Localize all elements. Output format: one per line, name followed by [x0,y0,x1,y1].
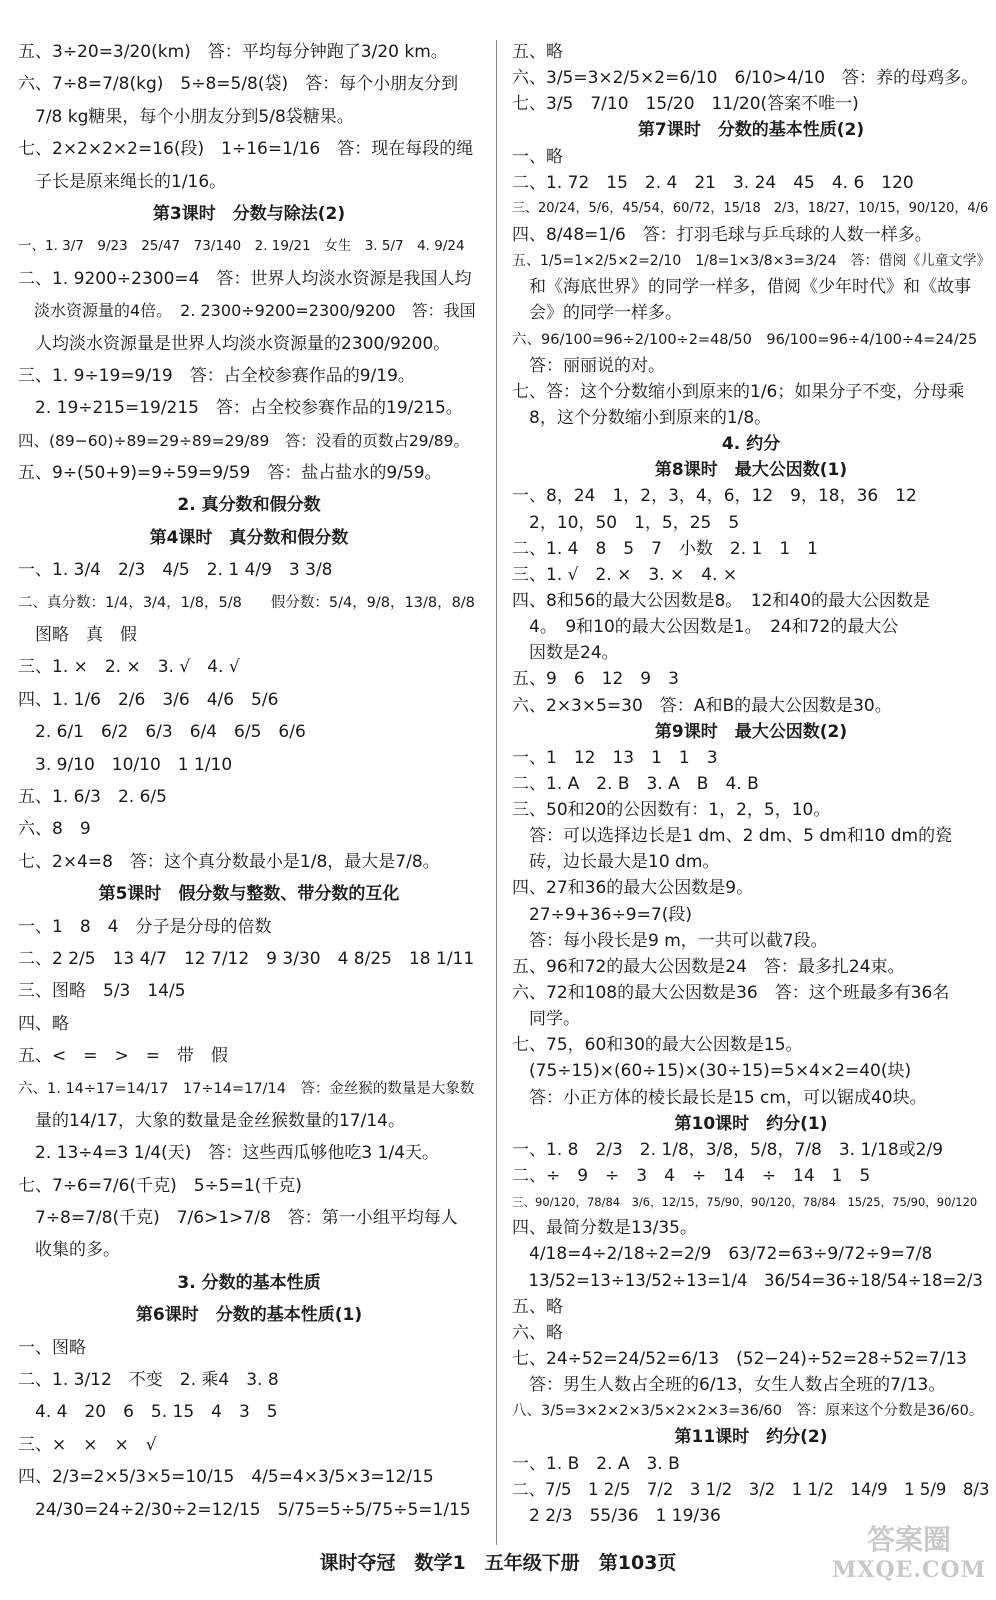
answer-line: 图略 真 假 [18,625,137,646]
answer-line: 一、略 [512,146,563,167]
answer-line: 二、1. 9200÷2300=4 答：世界人均淡水资源是我国人均 [18,268,472,289]
answer-line: 答：可以选择边长是1 dm、2 dm、5 dm和10 dm的瓷 [512,826,953,847]
answer-line: 六、3/5=3×2/5×2=6/10 6/10>4/10 答：养的母鸡多。 [512,68,979,89]
lesson-heading: 第9课时 最大公因数(2) [654,721,848,742]
answer-line: 答：小正方体的棱长最长是15 cm，可以锯成40块。 [512,1087,927,1108]
answer-line: 五、9 6 12 9 3 [512,669,679,690]
lesson-heading: 第11课时 约分(2) [674,1427,828,1448]
answer-line: 五、1/5=1×2/5×2=2/10 1/8=1×3/8×3=3/24 答：借阅《儿童文学》 [512,253,991,270]
answer-line: 3. 9/10 10/10 1 1/10 [18,754,233,775]
answer-line: 四、8和56的最大公因数是8。 12和40的最大公因数是 [512,590,931,611]
answer-line: 五、3÷20=3/20(km) 答：平均每分钟跑了3/20 km。 [18,42,448,62]
answer-line: 人均淡水资源量是世界人均淡水资源量的2300/9200。 [18,333,451,354]
answer-line: 13/52=13÷13/52÷13=1/4 36/54=36÷18/54÷18=2/3 [512,1270,983,1290]
answer-line: 七、3/5 7/10 15/20 11/20(答案不唯一) [512,94,859,115]
answer-line: 和《海底世界》的同学一样多，借阅《少年时代》和《故事 [512,277,971,298]
answer-line: 四、最简分数是13/35。 [512,1218,697,1239]
answer-line: 五、略 [512,42,563,62]
answer-line: 四、2/3=2×5/3×5=10/15 4/5=4×3/5×3=12/15 [18,1467,434,1488]
answer-line: 2. 19÷215=19/215 答：占全校参赛作品的19/215。 [18,398,463,419]
lesson-heading: 第3课时 分数与除法(2) [152,203,346,224]
answer-line: 七、7÷6=7/6(千克) 5÷5=1(千克) [18,1175,302,1196]
answer-line: (75÷15)×(60÷15)×(30÷15)=5×4×2=40(块) [512,1061,912,1082]
answer-line: 五、略 [512,1296,563,1317]
answer-line: 三、图略 5/3 14/5 [18,981,186,1002]
answer-line: 五、< = > = 带 假 [18,1046,228,1067]
answer-line: 六、1. 14÷17=14/17 17÷14=17/14 答：金丝猴的数量是大象数 [18,1080,475,1097]
answer-line: 二、真分数：1/4，3/4，1/8，5/8 假分数：5/4，9/8，13/8，8/8 [18,594,475,611]
answer-line: 因数是24。 [512,643,619,664]
answer-line: 六、2×3×5=30 答：A和B的最大公因数是30。 [512,695,892,716]
answer-line: 四、27和36的最大公因数是9。 [512,878,754,899]
answer-line: 4。 9和10的最大公因数是1。 24和72的最大公 [512,617,899,638]
answer-line: 二、1. A 2. B 3. A B 4. B [512,773,759,794]
answer-line: 七、24÷52=24/52=6/13 (52−24)÷52=28÷52=7/13 [512,1349,967,1370]
answer-line: 二、2 2/5 13 4/7 12 7/12 9 3/30 4 8/25 18 1/11 [18,948,475,969]
answer-line: 砖，边长最大是10 dm。 [512,852,720,873]
answer-line: 4/18=4÷2/18÷2=2/9 63/72=63÷9/72÷9=7/8 [512,1244,933,1265]
page-footer: 课时夺冠 数学1 五年级下册 第103页 [319,1552,677,1574]
answer-line: 一、1 8 4 分子是分母的倍数 [18,916,272,937]
answer-line: 七、答：这个分数缩小到原来的1/6；如果分子不变，分母乘 [512,381,965,402]
answer-line: 4. 4 20 6 5. 15 4 3 5 [18,1402,278,1423]
answer-line: 答：每小段长是9 m，一共可以截7段。 [512,930,828,951]
watermark-site: MXQE.COM [831,1557,986,1583]
lesson-heading: 第8课时 最大公因数(1) [654,460,848,481]
watermark [832,1525,986,1585]
answer-line: 六、略 [512,1322,563,1343]
answer-line: 会》的同学一样多。 [512,303,682,324]
watermark-main: 答案圈 [866,1523,951,1556]
answer-line: 四、(89−60)÷89=29÷89=29/89 答：没看的页数占29/89。 [18,431,469,450]
answer-line: 八、3/5=3×2×2×3/5×2×2×3=36/60 答：原来这个分数是36/60。 [512,1403,984,1420]
answer-line: 二、7/5 1 2/5 7/2 3 1/2 3/2 1 1/2 14/9 1 5/9 8/3 [512,1479,990,1499]
answer-line: 2. 6/1 6/2 6/3 6/4 6/5 6/6 [18,722,306,743]
answer-line: 2 2/3 55/36 1 19/36 [512,1505,721,1526]
answer-line: 二、1. 72 15 2. 4 21 3. 24 45 4. 6 120 [512,172,914,193]
answer-line: 一、1. B 2. A 3. B [512,1453,680,1474]
answer-line: 27÷9+36÷9=7(段) [512,904,692,925]
answer-line: 六、7÷8=7/8(kg) 5÷8=5/8(袋) 答：每个小朋友分到 [18,74,459,95]
answer-line: 一、1. 8 2/3 2. 1/8，3/8，5/8，7/8 3. 1/18或2/9 [512,1139,944,1160]
chapter-heading: 2. 真分数和假分数 [177,495,321,516]
answer-line: 六、96/100=96÷2/100÷2=48/50 96/100=96÷4/100÷4=24/25 [512,331,978,348]
answer-line: 七、75，60和30的最大公因数是15。 [512,1035,803,1056]
answer-line: 三、1. 9÷19=9/19 答：占全校参赛作品的9/19。 [18,365,415,386]
answer-line: 三、20/24，5/6，45/54，60/72，15/18 2/3，18/27，10/15，90/120，4/6 [512,200,989,216]
lesson-heading: 第6课时 分数的基本性质(1) [135,1305,363,1326]
answer-line: 同学。 [512,1009,580,1030]
answer-line: 二、÷ 9 ÷ 3 4 ÷ 14 ÷ 14 1 5 [512,1166,871,1187]
answer-line: 四、1. 1/6 2/6 3/6 4/6 5/6 [18,689,279,710]
answer-line: 淡水资源量的4倍。 2. 2300÷9200=2300/9200 答：我国 [18,301,476,321]
answer-line: 一、1 12 13 1 1 3 [512,747,718,768]
answer-line: 五、9÷(50+9)=9÷59=9/59 答：盐占盐水的9/59。 [18,463,442,484]
answer-line: 7/8 kg糖果，每个小朋友分到5/8袋糖果。 [18,106,354,127]
answer-line: 一、1. 3/4 2/3 4/5 2. 1 4/9 3 3/8 [18,560,333,581]
answer-line: 收集的多。 [18,1240,120,1261]
answer-line: 2，10，50 1，5，25 5 [512,512,740,533]
answer-line: 六、8 9 [18,819,91,840]
answer-line: 四、略 [18,1013,69,1034]
answer-line: 六、72和108的最大公因数是36 答：这个班最多有36名 [512,983,950,1004]
answer-line: 五、96和72的最大公因数是24 答：最多扎24束。 [512,956,905,977]
answer-line: 8，这个分数缩小到原来的1/8。 [512,407,772,428]
answer-line: 二、1. 4 8 5 7 小数 2. 1 1 1 [512,538,818,559]
lesson-heading: 第5课时 假分数与整数、带分数的互化 [98,884,400,905]
chapter-heading: 4. 约分 [721,434,781,455]
column-divider [496,40,497,1545]
lesson-heading: 第10课时 约分(1) [674,1113,828,1134]
answer-line: 二、1. 3/12 不变 2. 乘4 3. 8 [18,1370,279,1391]
answer-line: 三、90/120，78/84 3/6，12/15，75/90，90/120，78/84 15/25，75/90，90/120 [512,1195,978,1210]
answer-line: 子长是原来绳长的1/16。 [18,171,227,192]
lesson-heading: 第7课时 分数的基本性质(2) [637,120,865,141]
answer-line: 答：丽丽说的对。 [512,355,665,376]
answer-line: 一、图略 [18,1337,86,1358]
answer-line: 三、× × × √ [18,1434,157,1455]
answer-line: 三、50和20的公因数有：1，2，5，10。 [512,800,831,821]
answer-line: 七、2×2×2×2=16(段) 1÷16=1/16 答：现在每段的绳 [18,139,474,160]
answer-line: 一、8，24 1，2，3，4，6，12 9，18，36 12 [512,486,917,507]
answer-line: 24/30=24÷2/30÷2=12/15 5/75=5÷5/75÷5=1/15 [18,1499,471,1520]
answer-line: 答：男生人数占全班的6/13，女生人数占全班的7/13。 [512,1375,946,1396]
chapter-heading: 3. 分数的基本性质 [177,1272,321,1293]
answer-line: 五、1. 6/3 2. 6/5 [18,787,167,807]
answer-line: 一、1. 3/7 9/23 25/47 73/140 2. 19/21 女生 3. 5/7 4. 9/24 [18,238,465,255]
answer-line: 2. 13÷4=3 1/4(天) 答：这些西瓜够他吃3 1/4天。 [18,1143,439,1164]
answer-line: 三、1. √ 2. × 3. × 4. × [512,564,738,585]
answer-line: 7÷8=7/8(千克) 7/6>1>7/8 答：第一小组平均每人 [18,1208,458,1229]
answer-line: 四、8/48=1/6 答：打羽毛球与乒乓球的人数一样多。 [512,224,932,245]
answer-line: 三、1. × 2. × 3. √ 4. √ [18,657,240,678]
answer-line: 七、2×4=8 答：这个真分数最小是1/8，最大是7/8。 [18,851,440,872]
lesson-heading: 第4课时 真分数和假分数 [149,527,349,548]
answer-line: 量的14/17，大象的数量是金丝猴数量的17/14。 [18,1110,405,1131]
